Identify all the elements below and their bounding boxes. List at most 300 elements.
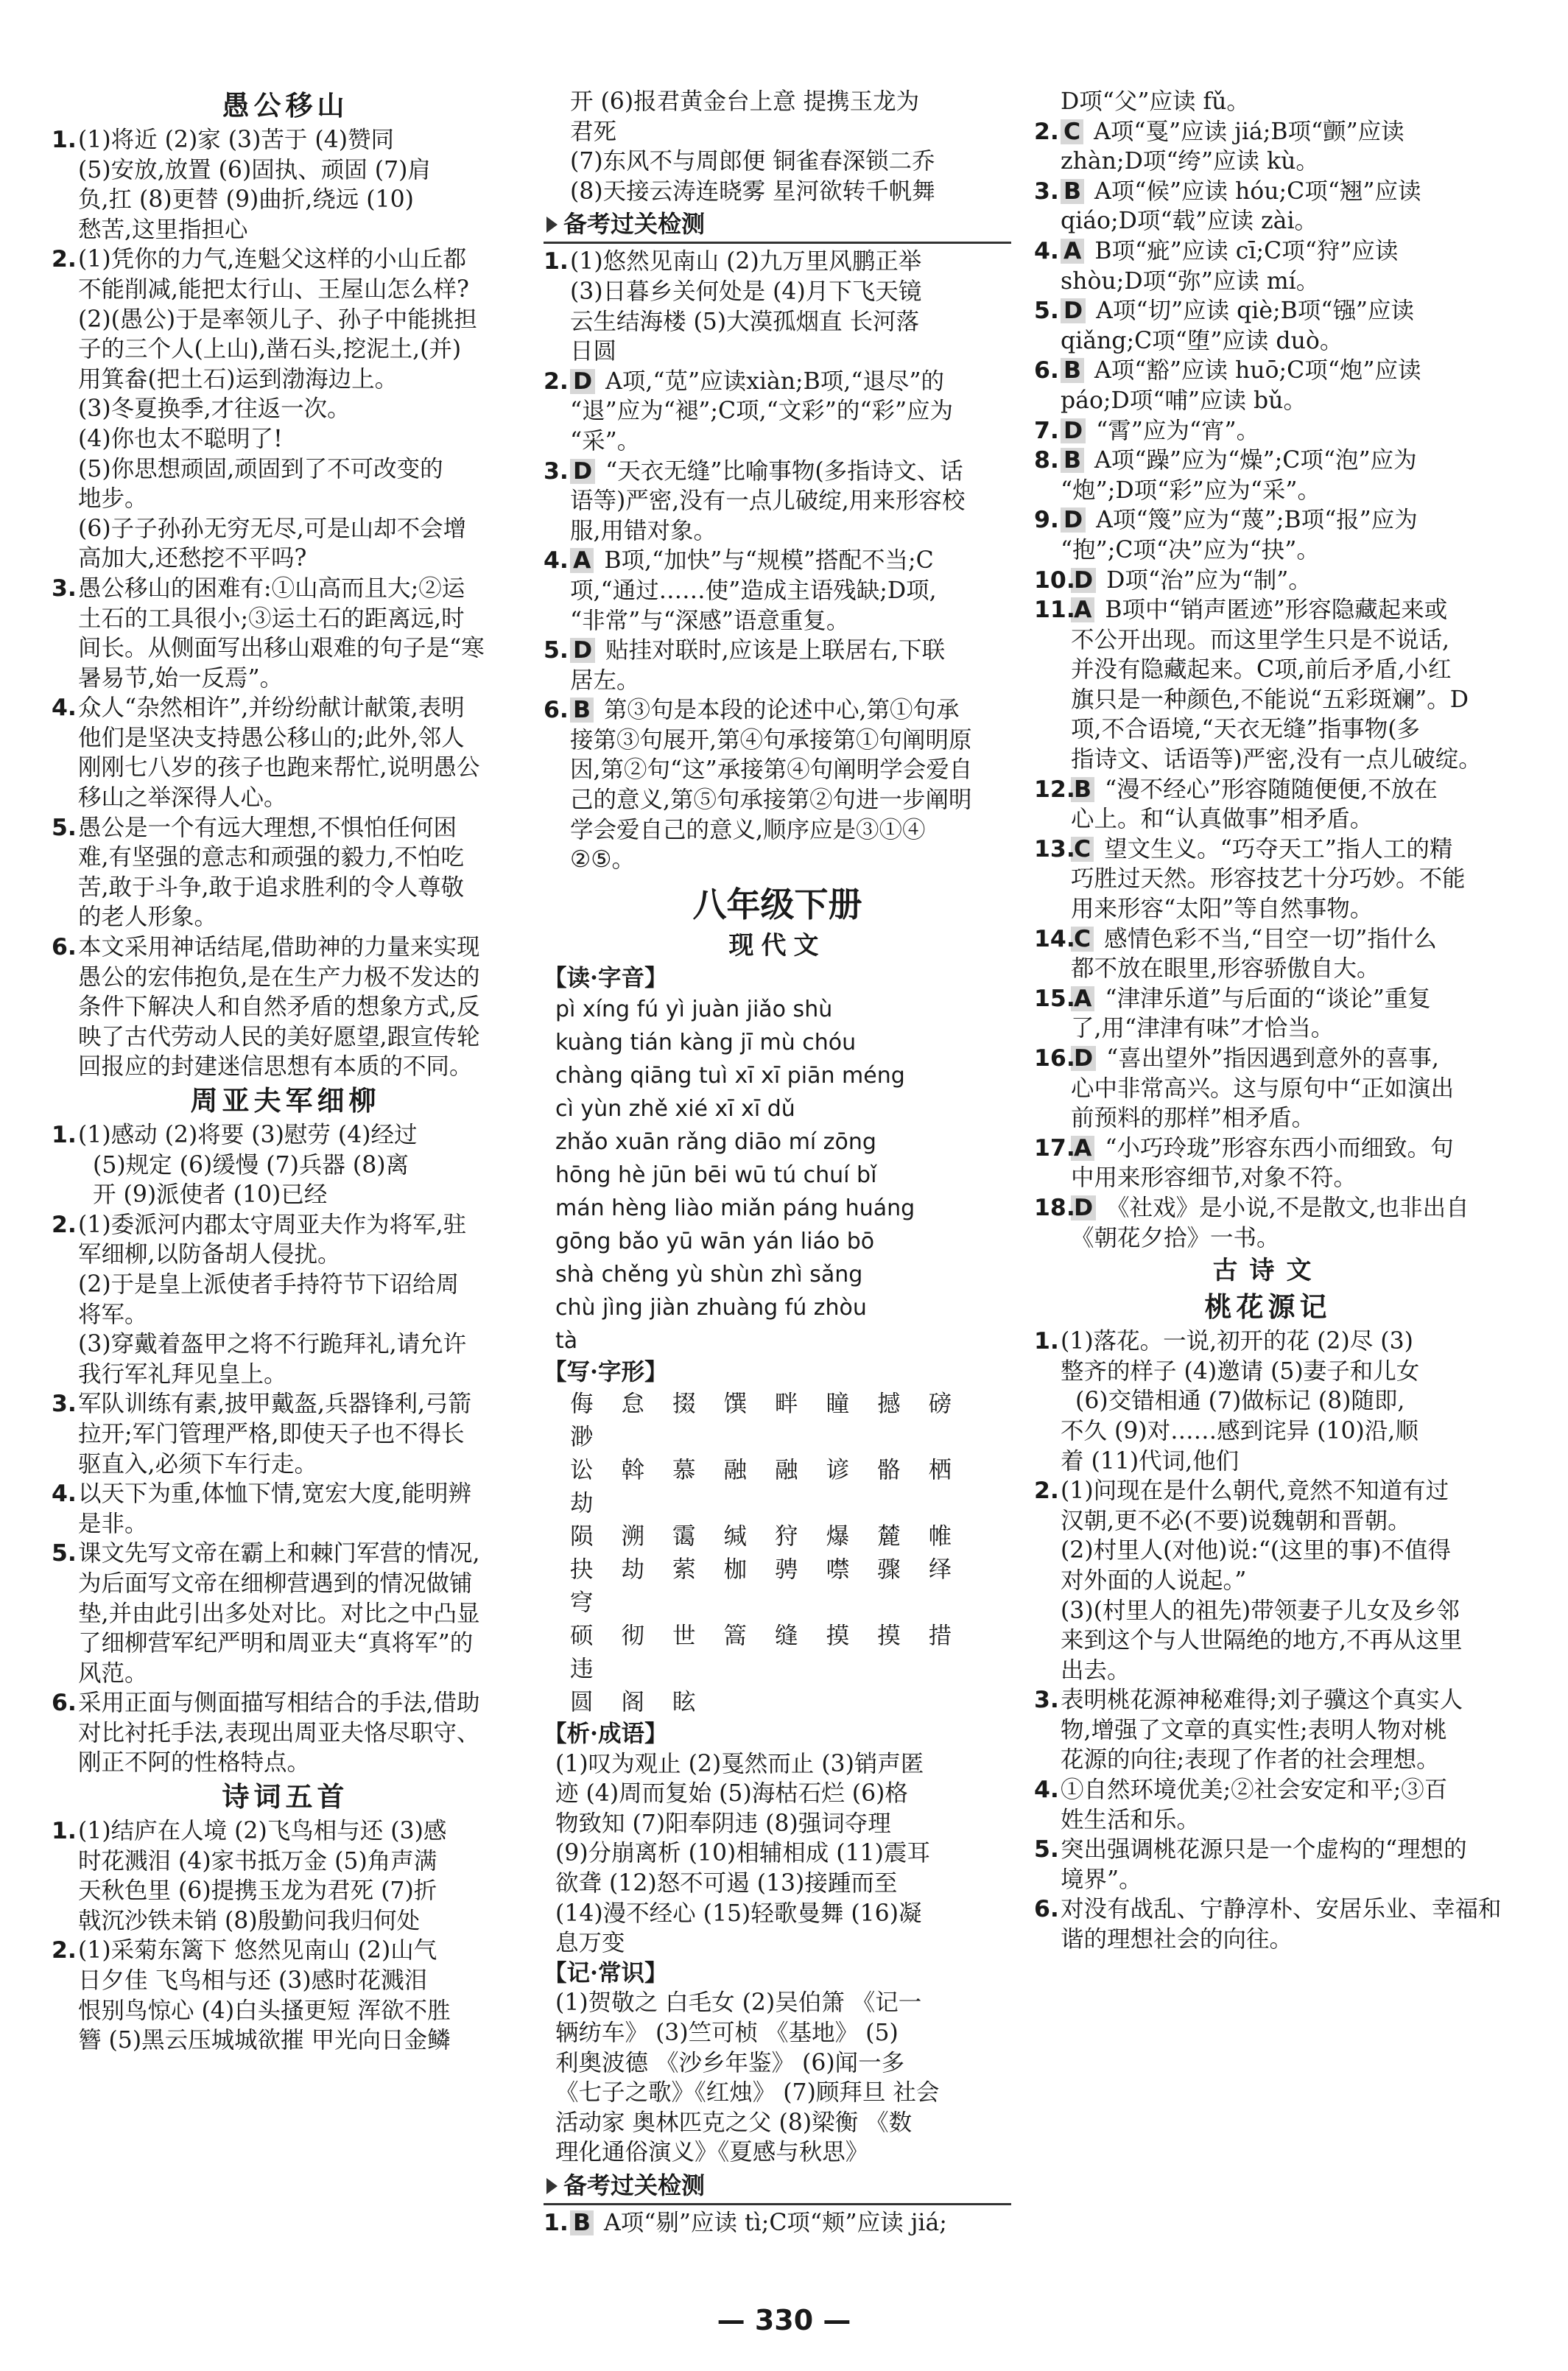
text-line	[1061, 446, 1502, 476]
classical-title: 古诗文	[1212, 1256, 1323, 1286]
item-number: 4.	[52, 695, 77, 722]
item-number: 2.	[52, 1211, 77, 1238]
pinyin-block	[544, 993, 1011, 1357]
text-line: 军细柳,以防备胡人侵扰。	[78, 1241, 341, 1268]
text-line: (1)悠然见南山 (2)九万里风鹏正举	[570, 248, 922, 275]
text-span: B项中“销声匿迹”形容隐藏起来或	[1105, 597, 1448, 624]
arrow-icon	[546, 217, 558, 233]
text-line: (6)子子孙孙无穷无尽,可是山却不会增	[78, 515, 467, 542]
answer-item	[544, 2208, 1011, 2238]
text-line: (3)穿戴着盔甲之将不行跪拜礼,请允许	[78, 1331, 467, 1358]
modern-title: 现代文	[728, 930, 826, 960]
text-line: 指诗文、话语等)严密,没有一点儿破绽。	[1071, 746, 1482, 773]
answer-list	[1034, 117, 1502, 1254]
text-line: 对没有战乱、宁静淳朴、安居乐业、幸福和	[1061, 1896, 1502, 1923]
text-line: 欲聋 (12)怒不可遏 (13)接踵而至	[555, 1870, 898, 1897]
text-span: A项“篾”应为“蔑”;B项“报”应为	[1096, 507, 1418, 534]
text-line: 难,有坚强的意志和顽强的毅力,不怕吃	[78, 844, 465, 871]
text-line: 抉 劫 萦 枷 骋 噤 骤 绎 穹	[570, 1556, 980, 1617]
text-line: 间长。从侧面写出移山艰难的句子是“寒	[78, 635, 485, 662]
text-line: (5)规定 (6)缓慢 (7)兵器 (8)离	[78, 1151, 409, 1179]
text-line	[570, 367, 1011, 397]
text-line: ①自然环境优美;②社会安定和平;③百	[1061, 1777, 1448, 1804]
text-line: 了,用“津津有味”才恰当。	[1071, 1015, 1335, 1042]
text-line	[1071, 924, 1502, 955]
answer-letter-badge: C	[1071, 927, 1094, 952]
text-line: 项,“通过……使”造成主语残缺;D项,	[570, 577, 937, 604]
text-line: 了细柳营军纪严明和周亚夫“真将军”的	[78, 1630, 474, 1657]
text-line: 簪 (5)黑云压城城欲摧 甲光向日金鳞	[78, 2027, 451, 2054]
item-number: 5.	[544, 637, 569, 664]
answer-letter-badge: D	[1071, 568, 1096, 593]
item-number: 18.	[1034, 1194, 1075, 1221]
text-line: ②⑤。	[570, 846, 635, 874]
text-span: B项,“加快”与“规模”搭配不当;C	[604, 547, 934, 575]
answer-letter-badge: D	[1061, 507, 1086, 533]
text-line: 地步。	[78, 485, 148, 513]
answer-item	[1034, 924, 1502, 984]
answer-item	[544, 636, 1011, 695]
answer-item	[544, 695, 1011, 875]
item-number: 2.	[52, 1937, 77, 1964]
text-line: 心中非常高兴。这与原句中“正如演出	[1071, 1075, 1455, 1102]
check-header: 备考过关检测	[544, 208, 1011, 240]
answer-item	[1034, 835, 1502, 924]
text-line: 苦,敢于斗争,敢于追求胜利的令人尊敬	[78, 874, 465, 901]
text-line: 映了古代劳动人民的美好愿望,跟宣传轮	[78, 1023, 480, 1050]
answer-letter-badge: A	[570, 548, 594, 573]
text-line: 他们是坚决支持愚公移山的;此外,邻人	[78, 724, 465, 751]
text-line: 回报应的封建迷信思想有本质的不同。	[78, 1053, 473, 1081]
text-line: 对外面的人说起。”	[1061, 1567, 1247, 1594]
text-line: 君死	[570, 118, 617, 145]
text-line	[1061, 416, 1502, 446]
answer-letter-badge: B	[1071, 777, 1094, 802]
text-line: mán hèng liào miǎn páng huáng	[555, 1195, 915, 1222]
text-line: 众人“杂然相许”,并纷纷献计献策,表明	[78, 695, 465, 722]
text-line: 高加大,还愁挖不平吗?	[78, 545, 307, 572]
text-line: 不能削减,能把太行山、王屋山怎么样?	[78, 275, 469, 303]
text-line: 军队训练有素,披甲戴盔,兵器锋利,弓箭	[78, 1391, 472, 1418]
text-line: 硕 彻 世 篙 缝 摸 摸 措 违	[570, 1623, 980, 1683]
answer-item	[1034, 566, 1502, 596]
text-line: 暑易节,始一反焉”。	[78, 664, 284, 692]
text-line: 土石的工具很小;③运土石的距离远,时	[78, 605, 465, 632]
text-line: 《朝花夕拾》一书。	[1071, 1224, 1280, 1251]
text-line: 花源的向往;表现了作者的社会理想。	[1061, 1746, 1440, 1774]
text-line: (3)日暮乡关何处是 (4)月下飞天镜	[570, 278, 922, 305]
text-line	[1071, 1044, 1502, 1074]
text-line: 己的意义,第⑤句承接第②句进一步阐明	[570, 787, 972, 814]
text-line: páo;D项“哺”应读 bǔ。	[1061, 387, 1307, 414]
text-line: 开 (6)报君黄金台上意 提携玉龙为	[570, 88, 920, 115]
text-line: 辆纺车》 (3)竺可桢 《基地》 (5)	[555, 2019, 899, 2046]
item-number: 7.	[1034, 417, 1059, 444]
text-line: 愚公的宏伟抱负,是在生产力极不发达的	[78, 963, 480, 991]
answer-item	[52, 1210, 519, 1390]
answer-letter-badge: B	[1061, 358, 1084, 383]
text-line: hōng hè jūn bēi wū tú chuí bǐ	[555, 1162, 877, 1189]
text-line: 我行军礼拜见皇上。	[78, 1360, 287, 1388]
text-line: 旗只是一种颜色,不能说“五彩斑斓”。D	[1071, 686, 1469, 713]
item-number: 6.	[52, 1690, 77, 1717]
answer-item	[1034, 1193, 1502, 1253]
text-line	[1061, 296, 1502, 326]
text-span: 《社戏》是小说,不是散文,也非出自	[1106, 1194, 1469, 1221]
text-line: (1)采菊东篱下 悠然见南山 (2)山气	[78, 1937, 437, 1964]
knowledge-block	[544, 1988, 1011, 2168]
item-number: 2.	[544, 368, 569, 395]
text-line: (9)分崩离析 (10)相辅相成 (11)震耳	[555, 1840, 930, 1867]
text-line: 为后面写文帝在细柳营遇到的情况做铺	[78, 1570, 473, 1597]
answer-letter-badge: B	[570, 2210, 594, 2235]
answer-list	[544, 247, 1011, 874]
answer-item	[1034, 177, 1502, 236]
text-line: 移山之举深得人心。	[78, 784, 287, 812]
text-line: (1)感动 (2)将要 (3)慰劳 (4)经过	[78, 1122, 418, 1148]
answer-item	[1034, 1835, 1502, 1894]
text-line: 着 (11)代词,他们	[1061, 1447, 1240, 1475]
text-line: shòu;D项“弥”应读 mí。	[1061, 267, 1320, 295]
text-line	[570, 2208, 1011, 2238]
text-line	[1061, 356, 1502, 386]
answer-item	[1034, 595, 1502, 775]
knowledge-label: 【记·常识】	[544, 1959, 668, 1987]
answer-letter-badge: D	[570, 459, 595, 484]
text-line: 都不放在眼里,形容骄傲自大。	[1071, 955, 1380, 983]
text-line: (5)安放,放置 (6)固执、顽固 (7)肩	[78, 156, 431, 183]
text-span: “霄”应为“宵”。	[1096, 417, 1260, 444]
text-line: (3)冬夏换季,才往返一次。	[78, 396, 351, 423]
text-line: 接第③句展开,第④句承接第①句阐明原	[570, 726, 972, 754]
page-number: — 330 —	[717, 2304, 851, 2336]
answer-item	[1034, 1685, 1502, 1775]
text-line: “炮”;D项“彩”应为“采”。	[1061, 477, 1321, 504]
answer-item	[1034, 1327, 1502, 1476]
text-line	[1071, 984, 1502, 1014]
text-span: A项“戛”应读 jiá;B项“颤”应读	[1094, 118, 1404, 145]
text-line: 以天下为重,体恤下情,宽宏大度,能明辨	[78, 1480, 472, 1508]
text-line: (1)落花。一说,初开的花 (2)尽 (3)	[1061, 1328, 1413, 1355]
answer-item	[1034, 296, 1502, 356]
item-number: 16.	[1034, 1045, 1075, 1072]
answer-letter-badge: A	[1071, 986, 1094, 1011]
check-header: 备考过关检测	[544, 2169, 1011, 2202]
item-number: 10.	[1034, 566, 1075, 594]
answer-item	[544, 367, 1011, 457]
text-line: zhàn;D项“绔”应读 kù。	[1061, 148, 1319, 175]
answer-item	[1034, 117, 1502, 177]
text-line: 活动家 奥林匹克之父 (8)梁衡 《数	[555, 2109, 913, 2136]
text-line: pì xíng fú yì juàn jiǎo shù	[555, 997, 833, 1023]
text-line: 迹 (4)周而复始 (5)海枯石烂 (6)格	[555, 1780, 908, 1808]
answer-letter-badge: C	[1071, 837, 1094, 862]
arrow-icon	[546, 2178, 558, 2194]
item-number: 1.	[52, 127, 77, 153]
answer-letter-badge: A	[1061, 239, 1084, 264]
divider	[544, 242, 1011, 244]
text-line: 表明桃花源神秘难得;刘子骥这个真实人	[1061, 1687, 1463, 1714]
text-line: (1)问现在是什么朝代,竟然不知道有过	[1061, 1478, 1449, 1505]
answer-item	[1034, 236, 1502, 296]
text-line: 将军。	[78, 1301, 148, 1328]
text-line	[1061, 117, 1502, 147]
text-line	[1071, 1193, 1502, 1223]
text-line	[1071, 835, 1502, 865]
text-line: 利奥波德 《沙乡年鉴》 (6)闻一多	[555, 2049, 905, 2076]
answer-letter-badge: D	[1071, 1046, 1096, 1071]
answer-letter-badge: D	[570, 369, 595, 394]
text-line	[1071, 775, 1502, 805]
item-number: 15.	[1034, 985, 1075, 1012]
section-title: 诗词五首	[222, 1781, 349, 1813]
text-line: (4)你也太不聪明了!	[78, 425, 283, 452]
text-line	[1061, 236, 1502, 267]
answer-list	[52, 1816, 519, 2056]
answer-item	[1034, 1476, 1502, 1685]
text-span: “小巧玲珑”形容东西小而细致。句	[1105, 1134, 1454, 1162]
answer-letter-badge: A	[1071, 1136, 1094, 1161]
item-number: 3.	[52, 1391, 77, 1418]
item-number: 13.	[1034, 835, 1075, 863]
answer-item	[1034, 775, 1502, 835]
text-line: shà chěng yù shùn zhì sǎng	[555, 1262, 863, 1288]
text-line: 恨别鸟惊心 (4)白头搔更短 浑欲不胜	[78, 1997, 451, 2024]
text-span: “天衣无缝”比喻事物(多指诗文、话	[605, 457, 963, 485]
column-left	[52, 87, 519, 2056]
answer-item	[52, 813, 519, 932]
answer-list	[52, 125, 519, 1082]
text-line: 并没有隐藏起来。C项,前后矛盾,小红	[1071, 656, 1452, 684]
text-line	[1071, 595, 1502, 625]
answer-list	[52, 1120, 519, 1778]
item-number: 6.	[544, 697, 569, 724]
text-line: 境界”。	[1061, 1866, 1142, 1893]
text-span: A项,“苋”应读xiàn;B项,“退尽”的	[605, 368, 945, 395]
item-number: 5.	[1034, 298, 1059, 325]
text-line: 课文先写文帝在霸上和棘门军营的情况,	[78, 1540, 480, 1567]
text-line: qiáo;D项“载”应读 zài。	[1061, 208, 1318, 235]
answer-letter-badge: B	[1061, 448, 1084, 473]
item-number: 1.	[544, 2209, 569, 2236]
answer-item	[52, 1389, 519, 1479]
answer-item	[52, 125, 519, 245]
section-title: 桃花源记	[1204, 1291, 1332, 1324]
text-line: 学会爱自己的意义,顺序应是③①④	[570, 816, 926, 843]
text-span: “漫不经心”形容随随便便,不放在	[1105, 776, 1438, 803]
text-span: A项“剔”应读 tì;C项“颊”应读 jiá;	[604, 2209, 947, 2236]
text-line	[1061, 177, 1502, 207]
answer-item	[1034, 1134, 1502, 1193]
item-number: 2.	[52, 246, 77, 273]
text-line: 谐的理想社会的向往。	[1061, 1926, 1293, 1953]
item-number: 2.	[1034, 118, 1059, 145]
text-line: 物致知 (7)阳奉阴违 (8)强词夺理	[555, 1810, 891, 1837]
answer-item	[1034, 1894, 1502, 1954]
text-line: “退”应为“褪”;C项,“文彩”的“彩”应为	[570, 398, 954, 425]
write-label: 【写·字形】	[544, 1358, 668, 1386]
text-line: 拉开;军门管理严格,即使天子也不得长	[78, 1420, 465, 1447]
answer-item	[1034, 1044, 1502, 1134]
answer-letter-badge: D	[1071, 1195, 1096, 1220]
text-line: 《七子之歌》《红烛》 (7)顾拜旦 社会	[555, 2079, 940, 2107]
answer-item	[52, 1816, 519, 1936]
answer-list	[1034, 1327, 1502, 1954]
answer-item	[52, 1539, 519, 1688]
text-line	[570, 636, 1011, 666]
item-number: 3.	[52, 575, 77, 602]
text-line: “采”。	[570, 427, 641, 454]
text-line: 姓生活和乐。	[1061, 1806, 1200, 1833]
text-line: 采用正面与侧面描写相结合的手法,借助	[78, 1690, 480, 1717]
text-line: 负,扛 (8)更替 (9)曲折,绕远 (10)	[78, 186, 414, 214]
text-line: 天秋色里 (6)提携玉龙为君死 (7)折	[78, 1878, 437, 1905]
text-line: 开 (9)派使者 (10)已经	[78, 1181, 328, 1209]
text-span: A项“豁”应读 huō;C项“炮”应读	[1094, 357, 1421, 384]
text-line: 驱直入,必须下车行走。	[78, 1450, 318, 1478]
item-number: 3.	[1034, 178, 1059, 205]
text-line: (1)贺敬之 白毛女 (2)吴伯箫 《记一	[555, 1989, 922, 2017]
text-line: 云生结海楼 (5)大漠孤烟直 长河落	[570, 308, 920, 335]
text-line: (5)你思想顽固,顽固到了不可改变的	[78, 455, 443, 482]
answer-item	[52, 1936, 519, 2055]
answer-item	[544, 247, 1011, 366]
item-number: 1.	[1034, 1328, 1059, 1355]
item-number: 1.	[544, 248, 569, 275]
text-line: 愁苦,这里指担心	[78, 216, 248, 243]
text-line: (7)东风不与周郎便 铜雀春深锁二乔	[570, 148, 935, 175]
text-line: cì yùn zhě xié xī xī dǔ	[555, 1096, 795, 1123]
text-span: 贴挂对联时,应该是上联居右,下联	[605, 637, 946, 664]
answer-letter-badge: D	[1061, 418, 1086, 443]
text-line: 心上。和“认真做事”相矛盾。	[1071, 806, 1374, 833]
text-line: 条件下解决人和自然矛盾的想象方式,反	[78, 994, 480, 1021]
text-line: 整齐的样子 (4)邀请 (5)妻子和儿女	[1061, 1357, 1420, 1385]
text-line: 汉朝,更不必(不要)说魏朝和晋朝。	[1061, 1507, 1411, 1534]
text-line: gōng bǎo yū wān yán liáo bō	[555, 1229, 875, 1255]
item-number: 17.	[1034, 1134, 1075, 1162]
answer-item	[544, 457, 1011, 547]
text-line: 时花溅泪 (4)家书抵万金 (5)角声满	[78, 1847, 437, 1875]
answer-item	[1034, 446, 1502, 505]
text-span: 望文生义。“巧夺天工”指人工的精	[1104, 835, 1453, 863]
item-number: 9.	[1034, 507, 1059, 534]
answer-item	[52, 1688, 519, 1778]
text-line: 本文采用神话结尾,借助神的力量来实现	[78, 934, 480, 961]
text-line: 来到这个与人世隔绝的地方,不再从这里	[1061, 1627, 1463, 1654]
answer-item	[544, 546, 1011, 636]
text-line	[570, 457, 1011, 487]
text-span: A项“候”应读 hóu;C项“翘”应读	[1094, 178, 1421, 205]
text-line: “非常”与“深感”语意重复。	[570, 607, 850, 634]
text-span: 第③句是本段的论述中心,第①句承	[604, 697, 960, 724]
item-number: 5.	[1034, 1836, 1059, 1864]
item-number: 2.	[1034, 1478, 1059, 1505]
text-line: 语等)严密,没有一点儿破绽,用来形容校	[570, 488, 966, 515]
text-span: D项“治”应为“制”。	[1106, 566, 1312, 594]
text-line: (1)委派河内郡太守周亚夫作为将军,驻	[78, 1211, 467, 1238]
text-line: qiǎng;C项“堕”应读 duò。	[1061, 327, 1343, 354]
text-line: 日圆	[570, 338, 617, 365]
answer-item	[52, 693, 519, 812]
text-line: D项“父”应读 fǔ。	[1061, 88, 1250, 115]
answer-item	[52, 1479, 519, 1539]
text-line: 项,不合语境,“天衣无缝”指事物(多	[1071, 716, 1421, 743]
text-line: zhǎo xuān rǎng diāo mí zōng	[555, 1129, 876, 1156]
text-line: (1)结庐在人境 (2)飞鸟相与还 (3)感	[78, 1818, 447, 1845]
text-line: 物,增强了文章的真实性;表明人物对桃	[1061, 1716, 1447, 1743]
text-line: 突出强调桃花源只是一个虚构的“理想的	[1061, 1836, 1467, 1864]
text-line: (6)交错相通 (7)做标记 (8)随即,	[1061, 1388, 1405, 1415]
text-line: (2)(愚公)于是率领儿子、孙子中能挑担	[78, 306, 477, 333]
text-line: (1)将近 (2)家 (3)苦于 (4)赞同	[78, 127, 395, 153]
text-line: 侮 怠 掇 馔 畔 瞳 撼 磅 渺	[570, 1391, 980, 1451]
item-number: 6.	[1034, 1896, 1059, 1923]
item-number: 4.	[1034, 237, 1059, 264]
read-label: 【读·字音】	[544, 963, 668, 991]
text-line: 对比衬托手法,表现出周亚夫恪尽职守、	[78, 1719, 480, 1746]
text-line: “抱”;C项“决”应为“抉”。	[1061, 536, 1320, 563]
text-line	[1061, 505, 1502, 535]
text-line: 是非。	[78, 1510, 148, 1537]
text-line: 用箕畚(把土石)运到渤海边上。	[78, 365, 398, 393]
text-line	[1071, 566, 1502, 596]
answer-letter-badge: D	[1061, 298, 1086, 323]
answer-item	[1034, 505, 1502, 565]
text-line: (3)(村里人的祖先)带领妻子儿女及乡邻	[1061, 1597, 1460, 1624]
answer-letter-badge: D	[570, 638, 595, 663]
item-number: 4.	[1034, 1777, 1059, 1804]
answer-item	[52, 932, 519, 1082]
text-line: 愚公移山的困难有:①山高而且大;②运	[78, 575, 465, 602]
text-line: 息万变	[555, 1930, 625, 1957]
text-span: A项“切”应读 qiè;B项“镪”应读	[1096, 298, 1414, 325]
text-line: 不公开出现。而这里学生只是不说话,	[1071, 626, 1450, 653]
answer-letter-badge: B	[1061, 179, 1084, 204]
item-number: 4.	[544, 547, 569, 575]
idiom-label: 【析·成语】	[544, 1720, 668, 1748]
item-number: 5.	[52, 1540, 77, 1567]
answer-item	[52, 574, 519, 693]
text-line: 刚正不阿的性格特点。	[78, 1749, 311, 1777]
text-line: (1)叹为观止 (2)戛然而止 (3)销声匿	[555, 1750, 924, 1777]
text-line: (2)村里人(对他)说:“(这里的事)不值得	[1061, 1537, 1451, 1564]
item-number: 11.	[1034, 597, 1075, 624]
text-line: (2)于是皇上派使者手持符节下诏给周	[78, 1271, 460, 1298]
item-number: 4.	[52, 1480, 77, 1508]
item-number: 1.	[52, 1122, 77, 1148]
text-span: A项“躁”应为“燥”;C项“泡”应为	[1094, 447, 1417, 474]
text-line: 不久 (9)对……感到诧异 (10)沿,顺	[1061, 1417, 1418, 1444]
answer-item	[1034, 416, 1502, 446]
text-line: 服,用错对象。	[570, 517, 717, 544]
text-line: 居左。	[570, 667, 640, 694]
column-right	[1034, 87, 1502, 1955]
text-span: “喜出望外”指因遇到意外的喜事,	[1106, 1045, 1439, 1072]
text-line: 子的三个人(上山),凿石头,挖泥土,(并)	[78, 336, 462, 363]
item-number: 6.	[1034, 357, 1059, 384]
text-line: 中用来形容细节,对象不符。	[1071, 1165, 1357, 1192]
text-line: 风范。	[78, 1659, 148, 1687]
text-line: 用来形容“太阳”等自然事物。	[1071, 896, 1374, 923]
text-line: 出去。	[1061, 1657, 1131, 1684]
text-line: 巧胜过天然。形容技艺十分巧妙。不能	[1071, 865, 1466, 893]
text-line: (8)天接云涛连晓雾 星河欲转千帆舞	[570, 178, 935, 205]
text-line: tà	[555, 1328, 578, 1355]
answer-item	[1034, 356, 1502, 415]
item-number: 8.	[1034, 447, 1059, 474]
text-line: 前预料的那样”相矛盾。	[1071, 1105, 1315, 1132]
